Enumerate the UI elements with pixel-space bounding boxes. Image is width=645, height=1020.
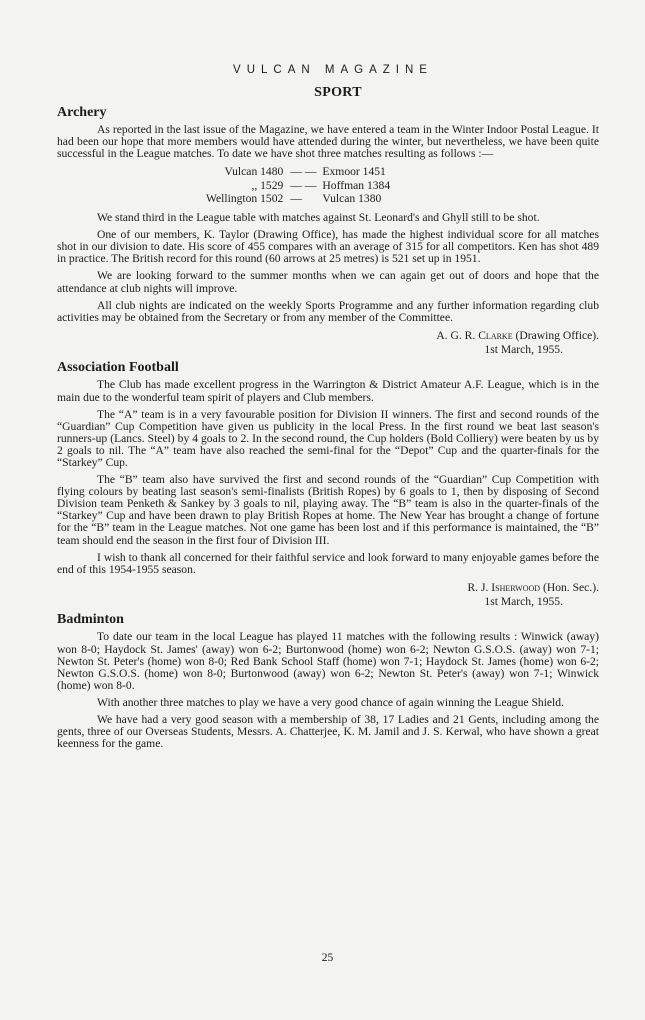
results-table <box>203 165 393 206</box>
signature-initials: A. G. R. <box>436 328 476 342</box>
football-signature <box>57 581 599 609</box>
result-team-b: Exmoor 1451 <box>322 165 386 179</box>
result-separator: — <box>290 192 302 206</box>
archery-paragraph-3: One of our members, K. Taylor (Drawing Office), has made the highest individual score for all matches shot in our division to date. His score of 455 compares with an average of 315 for all competitors. Ken has shot 489 in practice. The British record for this round (60 arrows at 25 metres) is 521 set up in 1951. <box>57 228 599 266</box>
badminton-section <box>57 612 599 750</box>
result-team-a: ,, 1529 <box>251 178 284 192</box>
signature-date: 1st March, 1955. <box>484 594 563 608</box>
archery-heading: Archery <box>57 105 107 120</box>
result-team-a: Wellington 1502 <box>206 192 284 206</box>
football-paragraph-4: I wish to thank all concerned for their faithful service and look forward to many enjoyable games before the end of this 1954-1955 season. <box>57 550 599 576</box>
football-paragraph-3: The “B” team also have survived the first and second rounds of the “Guardian” Cup Competition with flying colours by beating last season's semi-finalists (British Ropes) by 6 goals to 1, then by disposing of Second Division team Penketh & Sankey by 3 goals to nil, playing away. The “B” team is also in the quarter-finals of the “Starkey” Cup and have been drawn to play British Ropes at home. The New Year has brought a change of fortune for the “B” team in the League matches. Not one game has been lost and if this performance is maintained, the “B” team should end the season in the first four of Division III. <box>57 473 599 547</box>
signature-line <box>57 329 599 343</box>
signature-department: (Drawing Office). <box>515 328 599 342</box>
result-team-a: Vulcan 1480 <box>224 165 284 179</box>
football-paragraph-1: The Club has made excellent progress in the Warrington & District Amateur A.F. League, which is in the main due to the wonderful team spirit of players and Club members. <box>57 378 599 404</box>
archery-paragraph-1: As reported in the last issue of the Magazine, we have entered a team in the Winter Indoor Postal League. It had been our hope that more members would have attended during the winter, but nevertheless, we have been quite successful in the League matches. To date we have shot three matches resulting as follows :— <box>57 123 599 161</box>
archery-section <box>57 105 599 356</box>
archery-results <box>203 165 599 206</box>
signature-surname: Clarke <box>478 328 513 342</box>
archery-signature <box>57 329 599 357</box>
page-title: SPORT <box>314 85 362 100</box>
result-row <box>203 192 393 206</box>
result-row <box>203 165 393 179</box>
football-heading: Association Football <box>57 360 179 376</box>
result-team-b: Vulcan 1380 <box>322 192 382 206</box>
signature-role: (Hon. Sec.). <box>542 580 599 594</box>
badminton-paragraph-1: To date our team in the local League has played 11 matches with the following results : Winwick (away) won 8-0; Haydock St. James' (away) won 6-2; Burtonwood (home) won 6-2; Newton G.S.O.S. (away) won 7-1; Newton St. Peter's (home) won 8-0; Red Bank School Staff (home) won 7-1; Haydock St. James (home) won 6-2; Newton G.S.O.S. (home) won 8-0; Burtonwood (away) won 6-2; Newton St. Peter's (away) won 7-1; Winwick (home) won 8-0. <box>57 630 599 692</box>
archery-paragraph-4: We are looking forward to the summer months when we can again get out of doors and hope that the attendance at club nights will improve. <box>57 269 599 295</box>
result-separator: — — <box>290 178 317 192</box>
signature-initials: R. J. <box>467 580 489 594</box>
running-head: VULCAN MAGAZINE <box>233 64 433 76</box>
badminton-paragraph-3: We have had a very good season with a membership of 38, 17 Ladies and 21 Gents, including among the gents, three of our Overseas Students, Messrs. A. Chatterjee, K. M. Jamil and J. S. Kerwal, who have shown a great keenness for the game. <box>57 712 599 751</box>
result-row <box>203 179 393 193</box>
archery-paragraph-2: We stand third in the League table with matches against St. Leonard's and Ghyll still to be shot. <box>97 211 540 225</box>
result-separator: — — <box>290 165 317 179</box>
signature-surname: Isherwood <box>491 580 541 594</box>
signature-line <box>57 581 599 595</box>
football-section <box>57 360 599 608</box>
signature-date: 1st March, 1955. <box>484 342 563 356</box>
football-paragraph-2: The “A” team is in a very favourable position for Division II winners. The first and second rounds of the “Guardian” Cup Competition have given us publicity in the local Press. In the first round we beat last season's runners-up (Lancs. Steel) by 4 goals to 2. In the second round, the Cup holders (Bold Colliery) were beaten by us by 2 goals to nil. The “A” team have also reached the semi-final for the “Depot” Cup and the quarter-finals for the “Starkey” Cup. <box>57 407 599 469</box>
badminton-paragraph-2: With another three matches to play we have a very good chance of again winning the League Shield. <box>97 695 564 709</box>
page-number: 25 <box>321 951 334 964</box>
archery-paragraph-5: All club nights are indicated on the weekly Sports Programme and any further information regarding club activities may be obtained from the Secretary or from any member of the Committee. <box>57 298 599 324</box>
badminton-heading: Badminton <box>57 612 124 628</box>
result-team-b: Hoffman 1384 <box>322 178 391 192</box>
